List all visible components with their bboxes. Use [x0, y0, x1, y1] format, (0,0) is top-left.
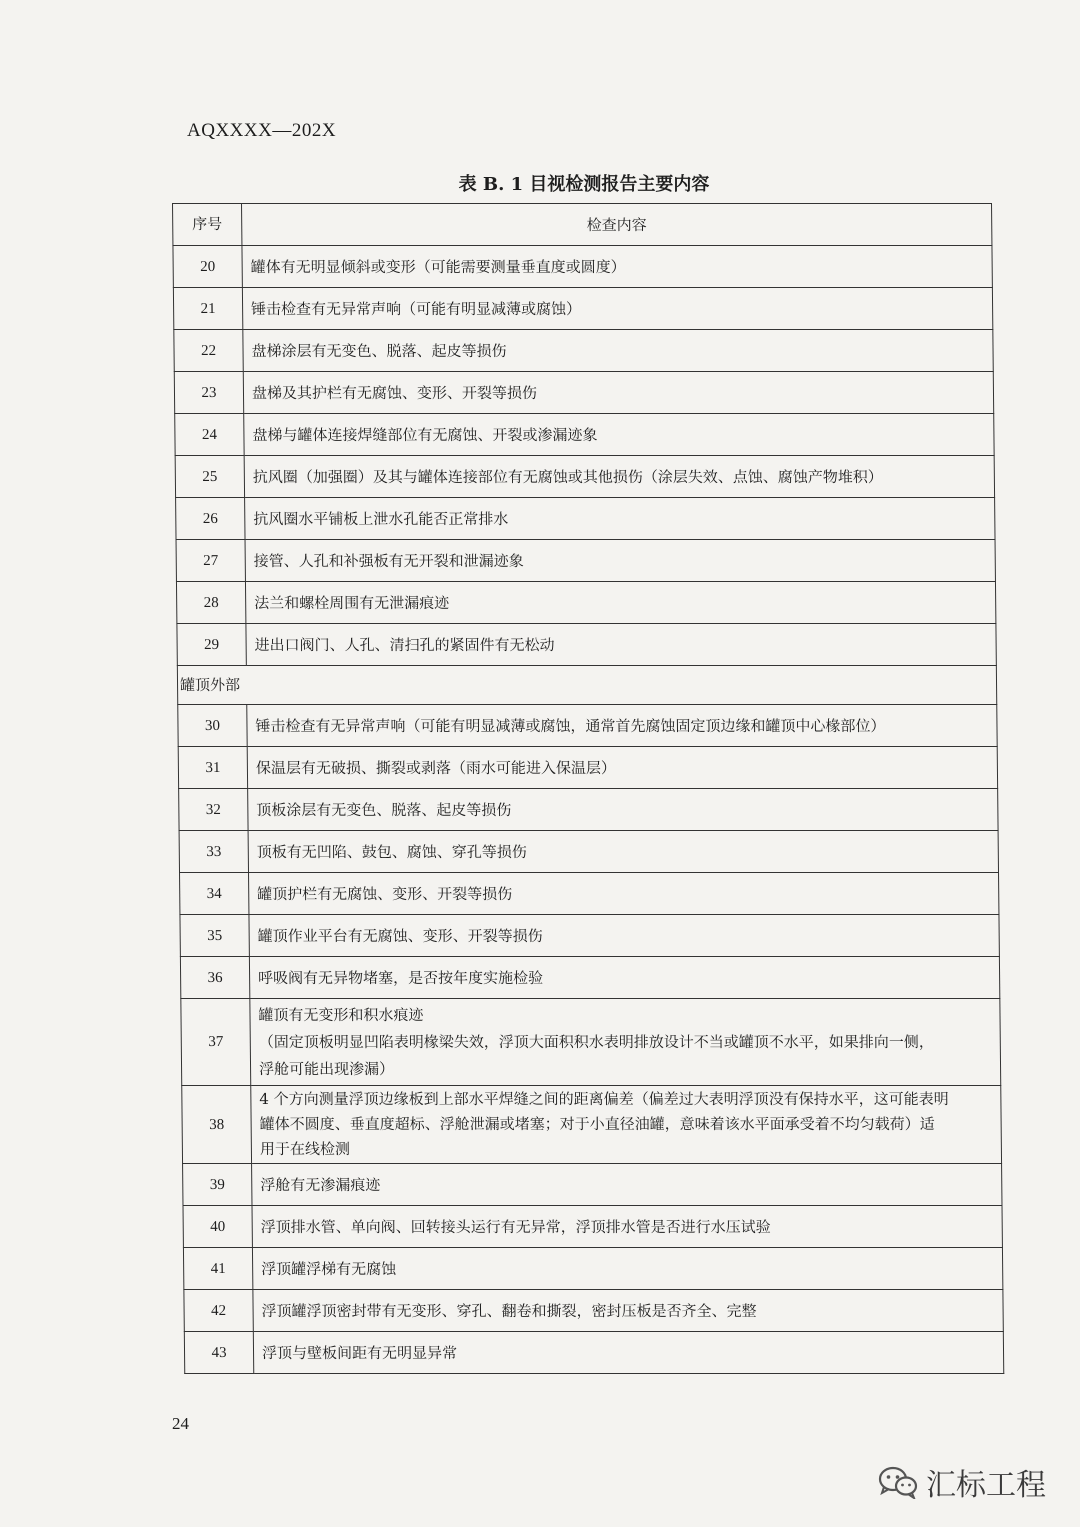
table-row — [183, 1164, 1002, 1206]
row-content-line: 罐体不圆度、垂直度超标、浮舱泄漏或堵塞；对于小直径油罐，意味着该水平面承受着不均匀载荷）适 — [259, 1115, 935, 1133]
row-number: 33 — [179, 831, 248, 873]
row-number: 21 — [173, 288, 242, 330]
table-row — [173, 288, 992, 330]
row-number: 26 — [176, 498, 245, 540]
table-row — [175, 414, 994, 456]
row-number: 34 — [180, 873, 249, 915]
table-row — [177, 624, 996, 666]
table-row — [183, 1248, 1002, 1290]
row-content-line: （固定顶板明显凹陷表明椽梁失效，浮顶大面积积水表明排放设计不当或罐顶不水平，如果排向一侧， — [258, 1032, 934, 1051]
header-no: 序号 — [173, 204, 242, 246]
table-row — [174, 330, 993, 372]
row-number: 27 — [176, 540, 245, 582]
row-content: 盘梯涂层有无变色、脱落、起皮等损伤 — [243, 330, 993, 372]
row-content — [250, 999, 1001, 1086]
table-row — [174, 372, 993, 414]
table-row — [178, 747, 997, 789]
table-row — [183, 1206, 1002, 1248]
row-content: 顶板涂层有无变色、脱落、起皮等损伤 — [248, 789, 998, 831]
row-number: 23 — [174, 372, 243, 414]
watermark-text: 汇标工程 — [926, 1468, 1046, 1503]
row-content: 浮顶罐浮顶密封带有无变形、穿孔、翻卷和撕裂，密封压板是否齐全、完整 — [253, 1290, 1003, 1332]
row-content: 接管、人孔和补强板有无开裂和泄漏迹象 — [245, 540, 995, 582]
table-header-row — [173, 204, 992, 246]
table-row — [178, 705, 997, 747]
row-content: 盘梯与罐体连接焊缝部位有无腐蚀、开裂或渗漏迹象 — [244, 414, 994, 456]
row-content-line: 罐顶有无变形和积水痕迹 — [258, 1005, 424, 1024]
row-content: 锤击检查有无异常声响（可能有明显减薄或腐蚀） — [242, 288, 992, 330]
row-content-line: 浮舱可能出现渗漏） — [258, 1059, 395, 1078]
table-row — [176, 498, 995, 540]
table-row — [173, 246, 992, 288]
row-number: 20 — [173, 246, 242, 288]
document-code: AQXXXX—202X — [187, 120, 337, 141]
row-content: 保温层有无破损、撕裂或剥落（雨水可能进入保温层） — [247, 747, 997, 789]
row-content: 锤击检查有无异常声响（可能有明显减薄或腐蚀，通常首先腐蚀固定顶边缘和罐顶中心椽部位） — [247, 705, 997, 747]
table-row — [184, 1332, 1003, 1374]
row-number: 25 — [175, 456, 244, 498]
header-content: 检查内容 — [242, 204, 992, 246]
row-content: 进出口阀门、人孔、清扫孔的紧固件有无松动 — [246, 624, 996, 666]
section-row — [177, 666, 996, 705]
table-row — [181, 999, 1001, 1086]
row-content: 抗风圈（加强圈）及其与罐体连接部位有无腐蚀或其他损伤（涂层失效、点蚀、腐蚀产物堆积） — [244, 456, 994, 498]
table-row — [184, 1290, 1003, 1332]
table-row — [182, 1086, 1002, 1164]
row-content: 顶板有无凹陷、鼓包、腐蚀、穿孔等损伤 — [248, 831, 998, 873]
row-content: 抗风圈水平铺板上泄水孔能否正常排水 — [245, 498, 995, 540]
row-content: 罐顶作业平台有无腐蚀、变形、开裂等损伤 — [249, 915, 999, 957]
row-number: 30 — [178, 705, 247, 747]
row-content: 罐体有无明显倾斜或变形（可能需要测量垂直度或圆度） — [242, 246, 992, 288]
row-number: 36 — [180, 957, 249, 999]
table-row — [176, 540, 995, 582]
row-content: 呼吸阀有无异物堵塞，是否按年度实施检验 — [249, 957, 999, 999]
row-number: 38 — [182, 1086, 252, 1164]
row-content: 浮顶罐浮梯有无腐蚀 — [252, 1248, 1002, 1290]
row-number: 35 — [180, 915, 249, 957]
table-row — [180, 957, 999, 999]
row-number: 40 — [183, 1206, 252, 1248]
table-row — [176, 582, 995, 624]
table-row — [175, 456, 994, 498]
row-number: 22 — [174, 330, 243, 372]
row-number: 28 — [176, 582, 245, 624]
table-row — [180, 873, 999, 915]
row-number: 31 — [178, 747, 247, 789]
row-content-line: 4 个方向测量浮顶边缘板到上部水平焊缝之间的距离偏差（偏差过大表明浮顶没有保持水平，这可能表明 — [259, 1090, 949, 1108]
row-number: 41 — [183, 1248, 252, 1290]
row-number: 39 — [183, 1164, 252, 1206]
inspection-table — [172, 203, 1004, 1374]
row-number: 43 — [184, 1332, 253, 1374]
row-content-line: 用于在线检测 — [259, 1140, 351, 1158]
table-row — [179, 789, 998, 831]
row-content — [251, 1086, 1002, 1164]
row-number: 29 — [177, 624, 246, 666]
row-number: 42 — [184, 1290, 253, 1332]
table-row — [179, 831, 998, 873]
row-content: 浮舱有无渗漏痕迹 — [252, 1164, 1002, 1206]
row-content: 罐顶护栏有无腐蚀、变形、开裂等损伤 — [249, 873, 999, 915]
row-content: 浮顶与壁板间距有无明显异常 — [253, 1332, 1003, 1374]
row-number: 32 — [179, 789, 248, 831]
table-title: 表 B. 1 目视检测报告主要内容 — [458, 174, 710, 195]
row-content: 浮顶排水管、单向阀、回转接头运行有无异常，浮顶排水管是否进行水压试验 — [252, 1206, 1002, 1248]
page-number: 24 — [172, 1414, 189, 1433]
row-content: 盘梯及其护栏有无腐蚀、变形、开裂等损伤 — [243, 372, 993, 414]
table-row — [180, 915, 999, 957]
row-number: 24 — [175, 414, 244, 456]
row-number: 37 — [181, 999, 251, 1086]
row-content: 法兰和螺栓周围有无泄漏痕迹 — [245, 582, 995, 624]
watermark — [878, 1460, 1046, 1504]
wechat-icon — [878, 1465, 918, 1499]
section-label: 罐顶外部 — [177, 666, 996, 705]
